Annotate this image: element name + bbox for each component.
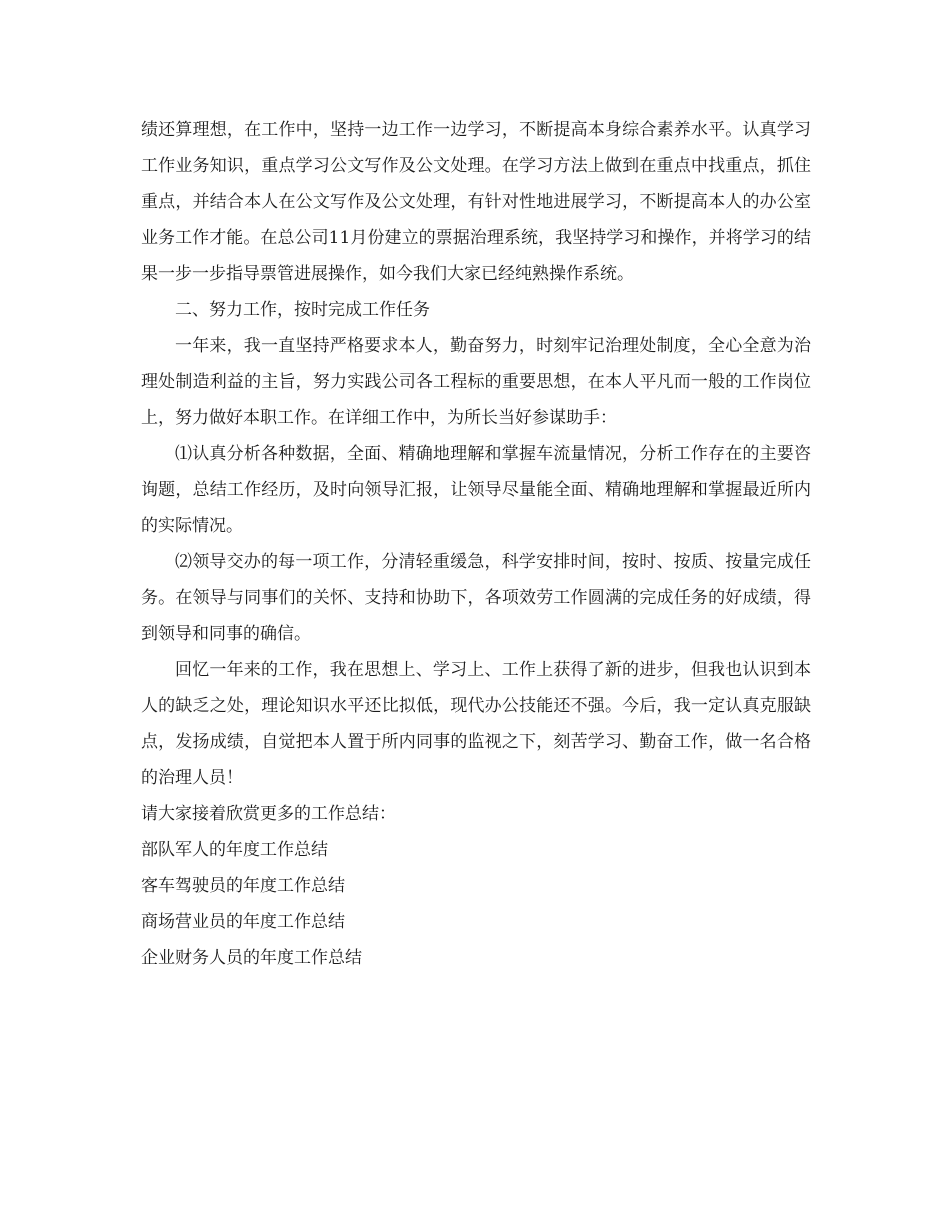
paragraph-continuation: 绩还算理想，在工作中，坚持一边工作一边学习，不断提高本身综合素养水平。认真学习工作业务知识，重点学习公文写作及公文处理。在学习方法上做到在重点中找重点，抓住重点，并结合本人在公文写作及公文处理，有针对性地进展学习，不断提高本人的办公室业务工作才能。在总公司11月份建立的票据治理系统，我坚持学习和操作，并将学习的结果一步一步指导票管进展操作，如今我们大家已经纯熟操作系统。: [141, 120, 811, 284]
related-link-sales-clerk[interactable]: 商场营业员的年度工作总结: [141, 912, 345, 932]
paragraph-conclusion: 回忆一年来的工作，我在思想上、学习上、工作上获得了新的进步，但我也认识到本人的缺乏之处，理论知识水平还比拟低，现代办公技能还不强。今后，我一定认真克服缺点，发扬成绩，自觉把本人置于所内同事的监视之下，刻苦学习、勤奋工作，做一名合格的治理人员！: [141, 660, 811, 788]
related-link-finance-staff[interactable]: 企业财务人员的年度工作总结: [141, 948, 362, 968]
section-heading: 二、努力工作，按时完成工作任务: [175, 300, 430, 320]
related-link-bus-driver[interactable]: 客车驾驶员的年度工作总结: [141, 876, 345, 896]
document-body: [141, 112, 811, 976]
paragraph-work-attitude: 一年来，我一直坚持严格要求本人，勤奋努力，时刻牢记治理处制度，全心全意为治理处制造利益的主旨，努力实践公司各工程标的重要思想，在本人平凡而一般的工作岗位上，努力做好本职工作。在详细工作中，为所长当好参谋助手：: [141, 336, 811, 428]
paragraph-item-2: ⑵领导交办的每一项工作，分清轻重缓急，科学安排时间，按时、按质、按量完成任务。在领导与同事们的关怀、支持和协助下，各项效劳工作圆满的完成任务的好成绩，得到领导和同事的确信。: [141, 552, 811, 644]
related-link-military[interactable]: 部队军人的年度工作总结: [141, 840, 328, 860]
more-summaries-intro: 请大家接着欣赏更多的工作总结：: [141, 804, 396, 824]
related-links-list: [141, 832, 811, 976]
paragraph-item-1: ⑴认真分析各种数据，全面、精确地理解和掌握车流量情况，分析工作存在的主要咨询题，总结工作经历，及时向领导汇报，让领导尽量能全面、精确地理解和掌握最近所内的实际情况。: [141, 444, 811, 536]
